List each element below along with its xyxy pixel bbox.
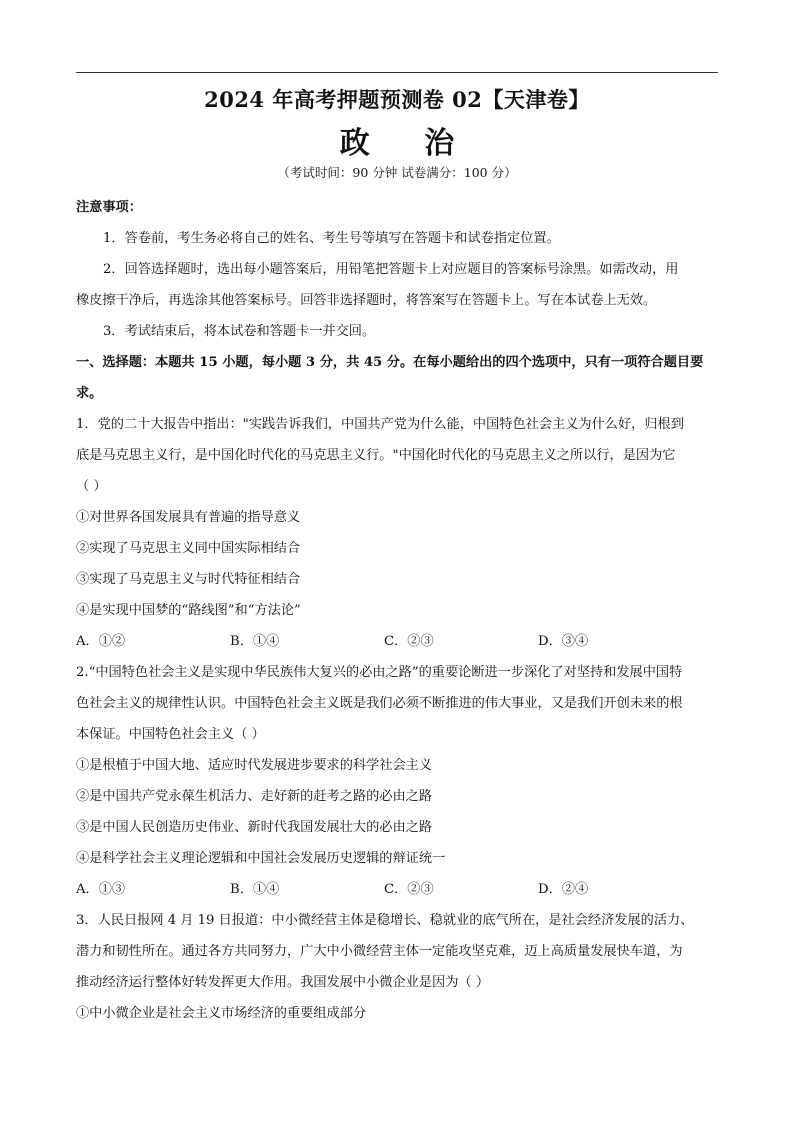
q2-stem: 色社会主义的规律性认识。中国特色社会主义既是我们必须不断推进的伟大事业，又是我们开创未来的根 <box>76 696 683 711</box>
q1-option-c: C．②③ <box>384 634 434 649</box>
q3-stem: 潜力和韧性所在。通过各方共同努力，广大中小微经营主体一定能攻坚克难，迈上高质量发展快车道，为 <box>76 944 683 959</box>
notes-line: 3．考试结束后，将本试卷和答题卡一并交回。 <box>103 324 376 339</box>
q2-option-b: B．①④ <box>230 882 280 897</box>
q2-options <box>76 874 718 905</box>
notes-line: 2．回答选择题时，选出每小题答案后，用铅笔把答题卡上对应题目的答案标号涂黑。如需改动，用 <box>103 262 679 277</box>
q2-stem: 2.“中国特色社会主义是实现中华民族伟大复兴的必由之路”的重要论断进一步深化了对坚持和发展中国特 <box>76 665 683 680</box>
q1-option-a: A．①② <box>76 634 126 649</box>
q2-option-d: D．②④ <box>538 882 589 897</box>
section-heading-cont: 求。 <box>76 386 103 401</box>
q2-item: ②是中国共产党永葆生机活力、走好新的赶考之路的必由之路 <box>76 789 433 804</box>
q2-option-a: A．①③ <box>76 882 126 897</box>
q1-item: ③实现了马克思主义与时代特征相结合 <box>76 572 301 587</box>
q1-stem: 1．党的二十大报告中指出："实践告诉我们，中国共产党为什么能，中国特色社会主义为什么好，归根到 <box>76 417 684 432</box>
q1-options <box>76 626 718 657</box>
q3-stem: 3．人民日报网 4 月 19 日报道：中小微经营主体是稳增长、稳就业的底气所在，是社会经济发展的活力、 <box>76 913 694 928</box>
notes-heading: 注意事项： <box>76 200 142 215</box>
exam-subject: 政 治 <box>339 126 477 161</box>
exam-content <box>76 192 718 1029</box>
section-heading: 一、选择题：本题共 15 小题，每小题 3 分，共 45 分。在每小题给出的四个选项中，只有一项符合题目要 <box>76 355 704 370</box>
q1-item: ②实现了马克思主义同中国实际相结合 <box>76 541 301 556</box>
q1-item: ①对世界各国发展具有普遍的指导意义 <box>76 510 301 525</box>
q1-option-b: B．①④ <box>230 634 280 649</box>
q2-item: ④是科学社会主义理论逻辑和中国社会发展历史逻辑的辩证统一 <box>76 851 446 866</box>
notes-line: 橡皮擦干净后，再选涂其他答案标号。回答非选择题时，将答案写在答题卡上。写在本试卷上无效。 <box>76 293 657 308</box>
q1-item: ④是实现中国梦的“路线图”和“方法论” <box>76 603 301 618</box>
q3-item: ①中小微企业是社会主义市场经济的重要组成部分 <box>76 1006 367 1021</box>
top-rule <box>76 72 718 73</box>
q1-stem: 底是马克思主义行，是中国化时代化的马克思主义行。"中国化时代化的马克思主义之所以行，是因为它 <box>76 448 676 463</box>
notes-line: 1．答卷前，考生务必将自己的姓名、考生号等填写在答题卡和试卷指定位置。 <box>103 231 560 246</box>
q2-item: ①是根植于中国大地、适应时代发展进步要求的科学社会主义 <box>76 758 433 773</box>
q2-stem: 本保证。中国特色社会主义（ ） <box>76 727 265 742</box>
q3-stem: 推动经济运行整体好转发挥更大作用。我国发展中小微企业是因为（ ） <box>76 975 490 990</box>
exam-meta: （考试时间：90 分钟 试卷满分：100 分） <box>277 165 517 180</box>
q1-stem: （ ） <box>76 479 107 494</box>
exam-title: 2024 年高考押题预测卷 02【天津卷】 <box>204 87 590 112</box>
q2-option-c: C．②③ <box>384 882 434 897</box>
q1-option-d: D．③④ <box>538 634 589 649</box>
q2-item: ③是中国人民创造历史伟业、新时代我国发展壮大的必由之路 <box>76 820 433 835</box>
